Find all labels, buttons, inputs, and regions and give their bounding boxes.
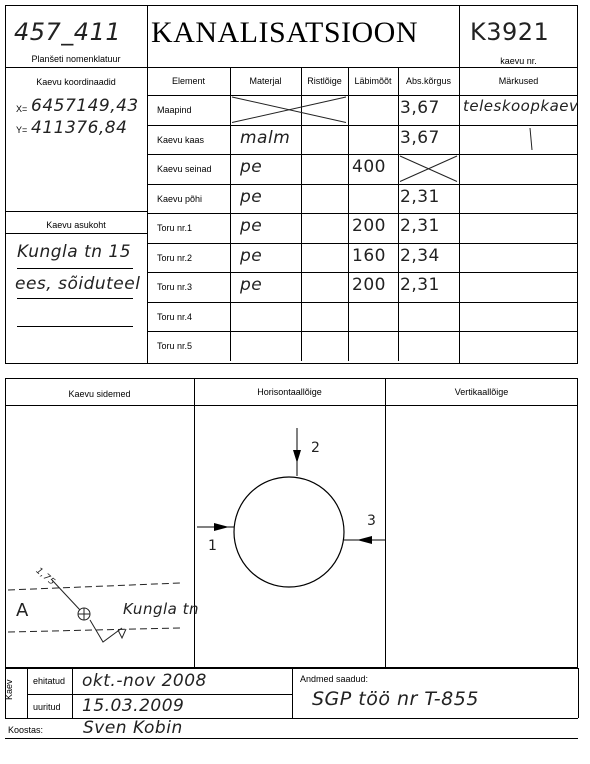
table-row-material: pe <box>240 245 263 266</box>
table-row-element: Toru nr.1 <box>157 223 193 233</box>
coordinates-heading: Kaevu koordinaadid <box>36 77 116 87</box>
table-row-diameter: 200 <box>352 216 386 236</box>
source-label: Andmed saadud: <box>300 674 369 684</box>
table-row-element: Toru nr.4 <box>157 311 193 322</box>
footer-side-label: Kaev <box>4 679 14 700</box>
table-header-cell: Läbimõõt <box>354 76 392 86</box>
footer-label-divider <box>72 668 73 718</box>
table-row-material: pe <box>240 186 263 207</box>
vertical-section-heading: Vertikaallõige <box>454 387 509 397</box>
table-row-abs-height: 2,31 <box>400 216 440 236</box>
table-row-element: Kaevu põhi <box>157 193 203 204</box>
table-header-cell: Materjal <box>249 76 282 86</box>
location-line-1: Kungla tn 15 <box>17 242 132 262</box>
table-row-abs-height: 3,67 <box>400 127 440 148</box>
pipe-label-1: 1 <box>208 538 218 554</box>
table-row-material: pe <box>240 216 263 236</box>
y-coordinate-value: 411376,84 <box>31 118 128 138</box>
table-row-notes: teleskoopkaev <box>463 97 579 115</box>
ties-street-label: Kungla tn <box>123 600 199 618</box>
manhole-circle <box>234 477 344 587</box>
table-row-abs-height: 2,34 <box>400 245 440 266</box>
location-line-2: ees, sõiduteel <box>15 274 141 294</box>
pipe-2-arrow <box>293 450 301 463</box>
x-prefix: X= <box>16 104 28 114</box>
table-row-abs-height: 3,67 <box>400 98 440 118</box>
table-row-element: Kaevu seinad <box>157 164 212 174</box>
footer-row-line <box>27 694 292 695</box>
well-number-label: kaevu nr. <box>500 56 537 66</box>
sheet-label: Planšeti nomenklatuur <box>31 54 121 64</box>
pipe-label-2: 2 <box>311 440 321 456</box>
horizontal-section-heading: Horisontaallõige <box>257 387 322 397</box>
table-row-diameter: 400 <box>352 157 386 177</box>
table-row-element: Toru nr.3 <box>157 282 193 292</box>
y-prefix: Y= <box>16 125 28 135</box>
sheet-number: 457_411 <box>14 18 122 46</box>
table-header-cell: Ristlõige <box>307 76 342 86</box>
pipe-label-3: 3 <box>367 513 377 529</box>
ties-heading: Kaevu sidemed <box>68 389 131 399</box>
table-row-element: Maapind <box>157 105 192 115</box>
author-label: Koostas: <box>8 725 44 735</box>
pipe-1-arrow <box>214 523 229 531</box>
page-title: KANALISATSIOON <box>151 16 418 49</box>
table-row-element: Toru nr.5 <box>157 341 193 351</box>
footer-source-divider <box>292 668 293 718</box>
surveyed-label: uuritud <box>33 702 61 712</box>
ties-label-a: A <box>16 600 29 621</box>
ties-dimension-label: 1,75 <box>33 566 57 588</box>
location-heading: Kaevu asukoht <box>46 220 106 230</box>
table-row-abs-height: 2,31 <box>400 186 440 207</box>
footer-side-divider <box>27 668 28 718</box>
author-line <box>5 738 578 739</box>
well-number: K3921 <box>470 18 550 46</box>
source-value: SGP töö nr T-855 <box>312 688 479 710</box>
table-row-element: Kaevu kaas <box>157 134 205 145</box>
x-coordinate-value: 6457149,43 <box>31 96 139 116</box>
table-row-material: malm <box>240 127 291 148</box>
table-row-material: pe <box>240 157 263 177</box>
table-header-cell: Element <box>171 76 206 86</box>
surveyed-value: 15.03.2009 <box>82 696 185 716</box>
built-label: ehitatud <box>33 676 66 686</box>
author-value: Sven Kobin <box>83 718 183 738</box>
built-value: okt.-nov 2008 <box>82 671 207 691</box>
table-row-abs-height: 2,31 <box>400 275 440 295</box>
table-header-cell: Märkused <box>498 76 539 86</box>
table-row-diameter: 160 <box>352 245 386 266</box>
pipe-3-arrow <box>357 536 372 544</box>
footer-right-edge <box>578 668 579 718</box>
table-row-diameter: 200 <box>352 275 386 295</box>
table-row-material: pe <box>240 275 263 295</box>
table-row-element: Toru nr.2 <box>157 252 193 263</box>
table-header-cell: Abs.kõrgus <box>405 76 452 86</box>
